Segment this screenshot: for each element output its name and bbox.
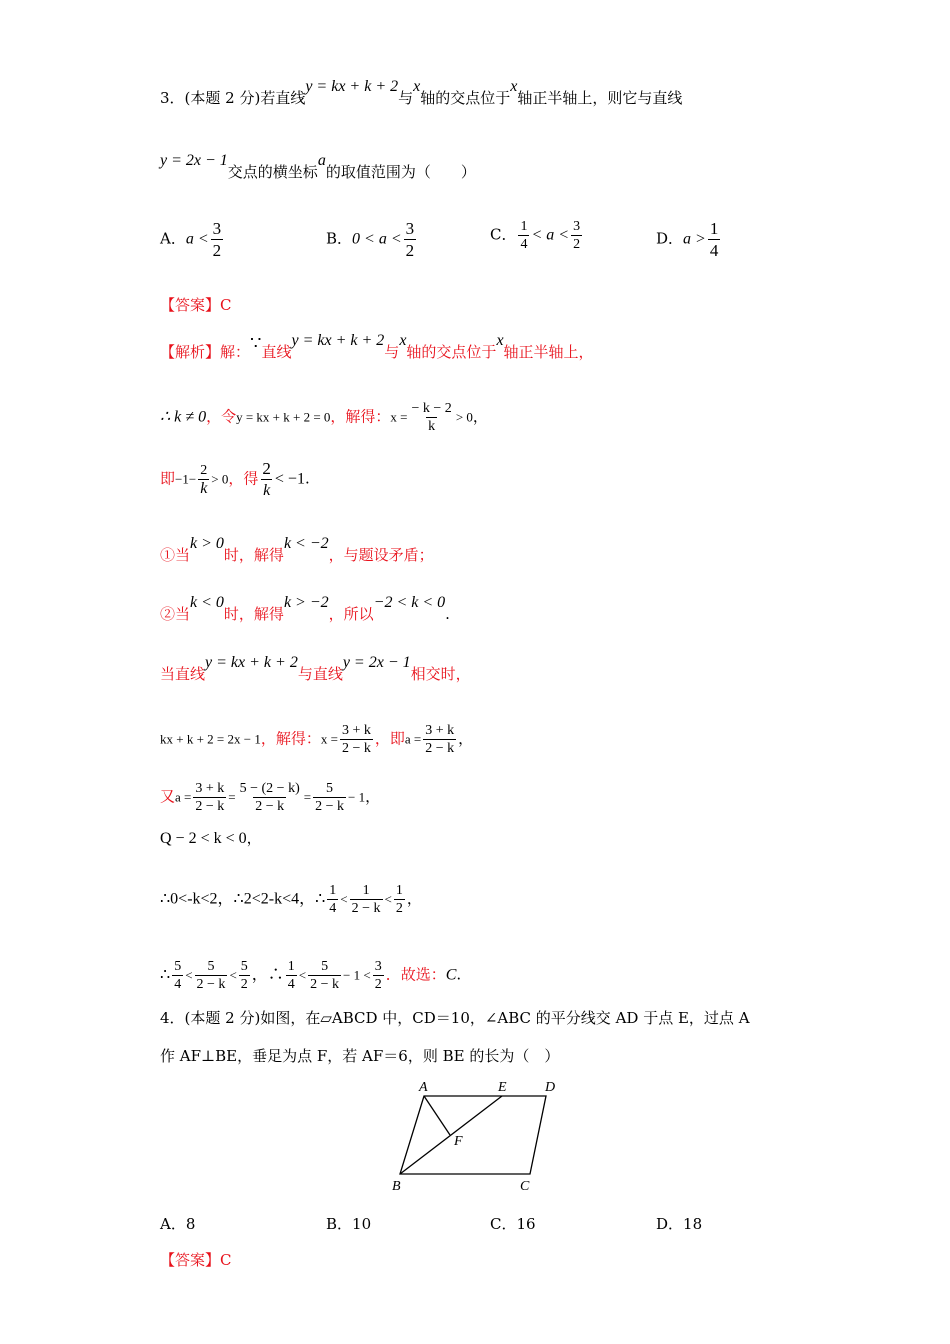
q4-option-b[interactable]: B．10 [326,1215,372,1233]
q3-stem-line2: y = 2x − 1交点的横坐标a的取值范围为（ ） [160,152,476,181]
q3-option-a[interactable]: A．a < $\frac{3}{2}$ [160,219,222,260]
segment-be [400,1096,502,1174]
q4-option-d[interactable]: D．18 [656,1215,703,1233]
label-a: A [419,1080,428,1095]
q3-option-b[interactable]: B．0 < a < $\frac{3}{2}$ [326,219,415,260]
label-c: C [520,1179,530,1194]
q3-answer: 【答案】C [160,296,232,314]
q3-analysis-line6: 当直线y = kx + k + 2与直线y = 2x − 1相交时， [160,654,471,683]
q3-analysis-line9: Q − 2 < k < 0， [160,829,262,847]
label-f: F [454,1134,463,1149]
q3-var-x: x [413,78,421,95]
q3-option-c[interactable]: C． $\frac{1}{4}$ < a < $\frac{3}{2}$ [490,219,581,252]
q4-option-a[interactable]: A．8 [160,1215,196,1233]
q3-eq1: y = kx + k + 2 [305,78,399,95]
label-e: E [498,1080,507,1095]
q3-analysis-line2: ∴ k ≠ 0，令y = kx + k + 2 = 0，解得：x = $\frac{- k - 2}{k}$ > 0， [160,401,488,434]
q3-analysis-line11: ∴ $\frac{5}{4}$ < $\frac{5}{2 - k}$ < $\frac{5}{2}$ ，∴ $\frac{1}{4}$ < $\frac{5}{2 - k}$ − 1 < $\frac{3}{2}$ ．故选：C. [160,959,462,992]
q4-stem-line1: 4．(本题 2 分)如图，在▱ABCD 中，CD＝10，∠ABC 的平分线交 AD 于点 E，过点 A [160,1009,750,1027]
q3-eq2: y = 2x − 1 [160,152,228,169]
q3-analysis-line10: ∴0<-k<2，∴2<2-k<4，∴ $\frac{1}{4}$ < $\frac{1}{2 - k}$ < $\frac{1}{2}$ ， [160,883,422,916]
q3-analysis-line3: 即−1− $\frac{2}{k}$ > 0，得 $\frac{2}{k}$ < −1. [160,459,310,499]
q3-option-d[interactable]: D．a > $\frac{1}{4}$ [656,219,719,260]
label-d: D [545,1080,556,1095]
q4-option-c[interactable]: C．16 [490,1215,536,1233]
parallelogram-figure [388,1076,568,1198]
parallelogram-abcd [400,1096,546,1174]
q3-analysis-line5: ②当k < 0时，解得k > −2，所以−2 < k < 0. [160,594,450,623]
q4-answer: 【答案】C [160,1251,232,1269]
label-b: B [392,1179,401,1194]
q3-analysis-line1: 【解析】解：∵直线y = kx + k + 2与x轴的交点位于x轴正半轴上， [160,332,594,361]
q3-analysis-line8: 又a = $\frac{3 + k}{2 - k}$ = $\frac{5 - (2 - k)}{2 - k}$ = $\frac{5}{2 - k}$ − 1， [160,781,381,814]
q3-analysis-line7: kx + k + 2 = 2x − 1，解得：x = $\frac{3 + k}{2 - k}$ ，即a = $\frac{3 + k}{2 - k}$ ， [160,723,474,756]
q3-stem-line1: 3．(本题 2 分)若直线y = kx + k + 2与x轴的交点位于x轴正半轴上，则它与直线 [160,78,683,107]
segment-af [424,1096,450,1135]
q4-stem-line2: 作 AF⊥BE，垂足为点 F，若 AF＝6，则 BE 的长为（ ） [160,1047,560,1065]
q3-analysis-line4: ①当k > 0时，解得k < −2，与题设矛盾； [160,535,434,564]
q3-var-a: a [317,152,326,169]
q3-var-x-2: x [510,78,518,95]
